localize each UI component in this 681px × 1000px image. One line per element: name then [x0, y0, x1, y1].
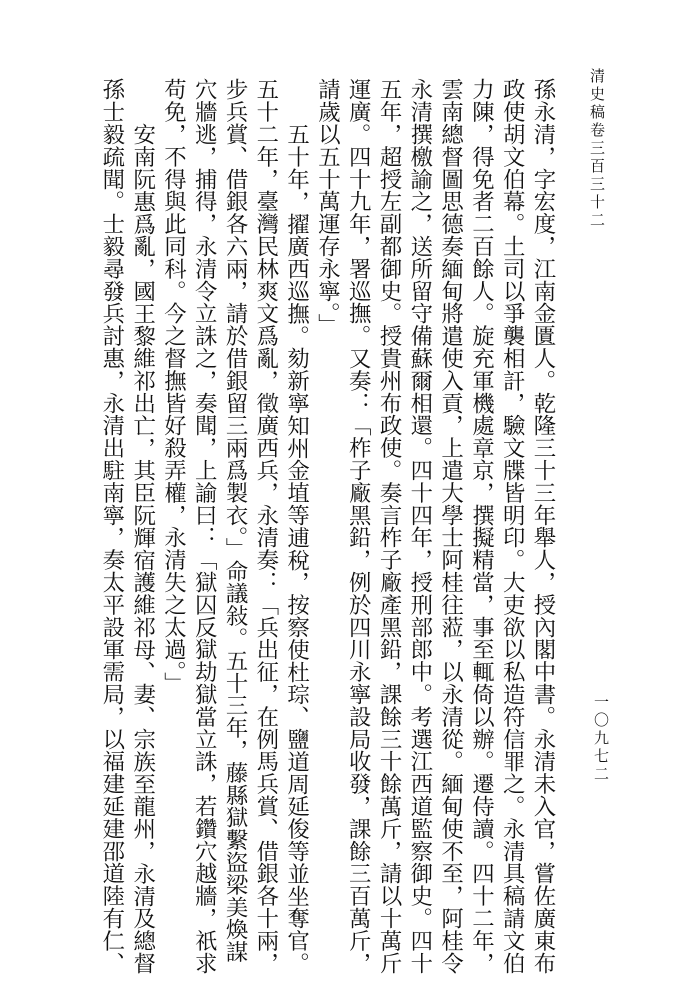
body-text: [96, 78, 558, 978]
paragraph: 孫永清，字宏度，江南金匱人。乾隆三十三年舉人，授內閣中書。永清未入官，嘗佐廣東布政使胡文伯幕。土司以爭襲相訐，驗文牒皆明印。大吏欲以私造符信罪之。永清具稿請文伯力陳，得免者二百餘人。旋充軍機處章京，撰擬精當，事至輒倚以辦。遷侍讀。四十二年，雲南總督圖思德奏緬甸將遣使入貢，上遣大學士阿桂往蒞，以永清從。緬甸使不至，阿桂令永清撰檄諭之，送所留守備蘇爾相還。四十四年，授刑部郎中。考選江西道監察御史。四十五年，超授左副都御史。授貴州布政使。奏言柞子廠產黑鉛，課餘三十餘萬斤，請以十萬斤運廣。四十九年，署巡撫。又奏：「柞子廠黑鉛，例於四川永寧設局收發，課餘三百萬斤，請歲以五十萬運存永寧。」: [314, 78, 556, 974]
running-title: 清史稿卷三百三十二: [588, 68, 606, 230]
paragraph: 五十年，擢廣西巡撫。劾新寧知州金埴等逋稅，按察使杜琮、鹽道周延俊等並坐奪官。五十二年，臺灣民林爽文爲亂，徵廣西兵，永清奏：「兵出征，在例馬兵賞、借銀各十兩，步兵賞、借銀各六兩，請於借銀留三兩爲製衣。」命議敍。五十三年，藤縣獄繫盜梁美煥謀穴牆逃，捕得，永清令立誅之，奏聞，上諭曰：「獄囚反獄劫獄當立誅，若鑽穴越牆，祇求苟免，不得與此同科。今之督撫皆好殺弄權，永清失之太過。」: [160, 78, 310, 974]
page-number: 一〇九七二: [592, 694, 610, 784]
paragraph: 安南阮惠爲亂，國王黎維祁出亡，其臣阮輝宿護維祁母、妻、宗族至龍州，永清及總督孫士毅疏聞。士毅尋發兵討惠，永清出駐南寧，奏太平設軍需局，以福建延建邵道陸有仁、: [98, 78, 156, 974]
